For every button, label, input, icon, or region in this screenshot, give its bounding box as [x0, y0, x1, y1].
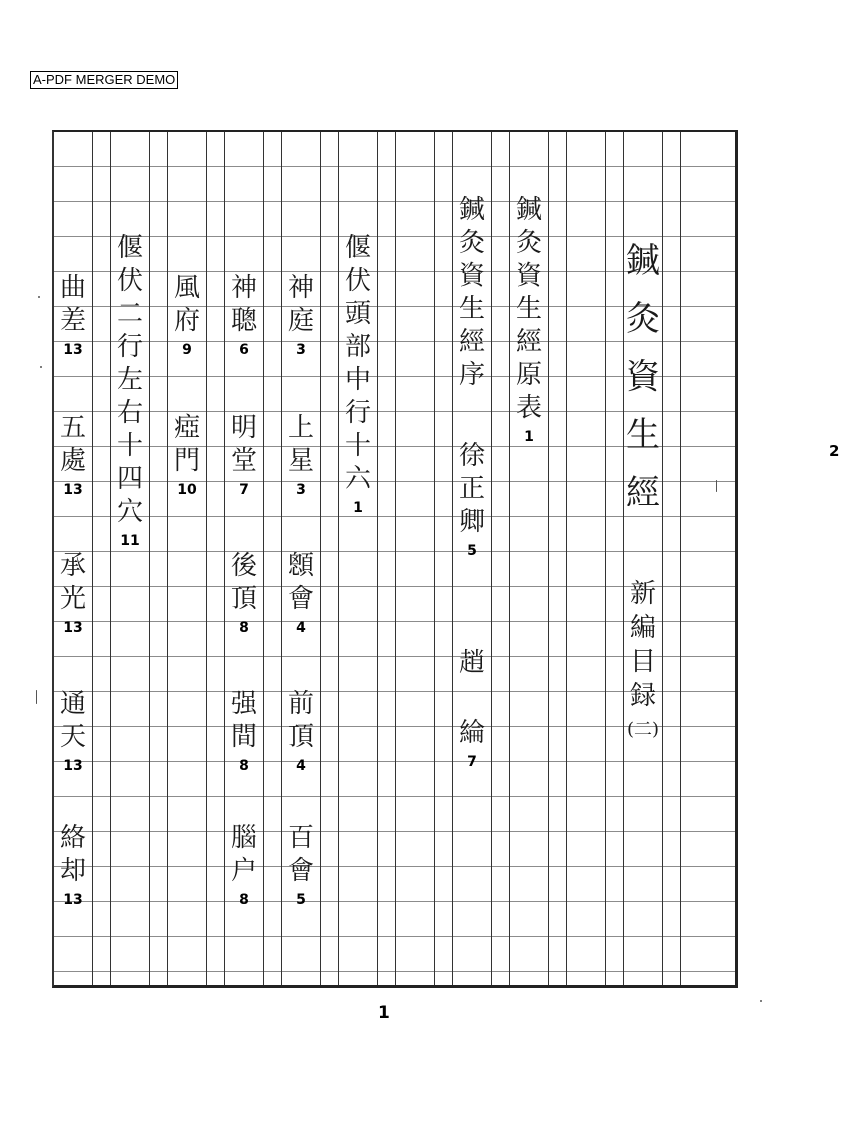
- page-number: 1: [378, 1003, 390, 1023]
- toc-character: 百: [287, 823, 314, 853]
- toc-column: [453, 132, 491, 985]
- page-ref: 13: [63, 620, 83, 636]
- toc-entry: [453, 194, 491, 392]
- toc-character: 頭: [344, 299, 371, 329]
- toc-character: 明: [230, 413, 257, 443]
- toc-character: 神: [287, 273, 314, 303]
- toc-character: 風: [173, 273, 200, 303]
- toc-character: 六: [344, 464, 371, 494]
- toc-character: 府: [173, 306, 200, 336]
- toc-character: 中: [344, 365, 371, 395]
- toc-character: 灸: [458, 228, 485, 258]
- toc-entry: [510, 194, 548, 447]
- double-rule: [434, 132, 453, 985]
- scan-speck: [38, 296, 40, 298]
- toc-character: 偃: [344, 233, 371, 263]
- toc-character: 光: [59, 584, 86, 614]
- toc-character: 正: [458, 474, 485, 504]
- toc-character: 聰: [230, 306, 257, 336]
- page-ref: 4: [296, 620, 306, 636]
- double-rule: [206, 132, 225, 985]
- toc-character: 門: [173, 446, 200, 476]
- title-character: 生: [626, 415, 660, 455]
- toc-character: 腦: [230, 823, 257, 853]
- scan-speck: [760, 1000, 762, 1002]
- double-rule: [662, 132, 681, 985]
- double-rule: [491, 132, 510, 985]
- toc-character: 原: [515, 360, 542, 390]
- scan-speck: [40, 366, 42, 368]
- toc-column: [54, 132, 92, 985]
- title-character: 新: [629, 579, 656, 609]
- manuscript-grid: [52, 130, 738, 988]
- toc-character: 前: [287, 689, 314, 719]
- toc-column: [510, 132, 548, 985]
- toc-character: 徐: [458, 441, 485, 471]
- title-column: [624, 132, 662, 985]
- page-ref: 3: [296, 342, 306, 358]
- title-character: 編: [629, 613, 656, 643]
- title-character: 經: [626, 473, 660, 513]
- toc-character: 序: [458, 360, 485, 390]
- page-ref: 11: [120, 533, 140, 549]
- toc-entry: [54, 822, 92, 910]
- page-ref: 6: [239, 342, 249, 358]
- side-number: 2: [829, 442, 840, 460]
- toc-character: 户: [230, 856, 257, 886]
- toc-character: 生: [458, 294, 485, 324]
- toc-column: [111, 132, 149, 985]
- toc-character: 綸: [458, 718, 485, 748]
- toc-entry: [282, 272, 320, 360]
- page-ref: 7: [239, 482, 249, 498]
- toc-entry: [225, 412, 263, 500]
- toc-entry: [225, 272, 263, 360]
- double-rule: [92, 132, 111, 985]
- toc-entry: [225, 550, 263, 638]
- toc-character: 天: [59, 722, 86, 752]
- toc-character: 表: [515, 393, 542, 423]
- toc-character: 頂: [287, 722, 314, 752]
- toc-character: 灸: [515, 228, 542, 258]
- toc-character: 左: [116, 365, 143, 395]
- toc-character: 經: [515, 327, 542, 357]
- toc-character: 頂: [230, 584, 257, 614]
- toc-character: 行: [116, 332, 143, 362]
- toc-entry: [225, 688, 263, 776]
- double-rule: [263, 132, 282, 985]
- page-ref: 10: [177, 482, 197, 498]
- page-ref: 9: [182, 342, 192, 358]
- double-rule: [320, 132, 339, 985]
- toc-character: 絡: [59, 823, 86, 853]
- title-character: 資: [626, 357, 660, 397]
- toc-character: 卿: [458, 507, 485, 537]
- toc-character: 鍼: [458, 195, 485, 225]
- page-ref: 8: [239, 758, 249, 774]
- page-ref: 13: [63, 892, 83, 908]
- toc-entry: [225, 822, 263, 910]
- book-subtitle: [624, 577, 662, 747]
- toc-character: 後: [230, 551, 257, 581]
- toc-character: 行: [344, 398, 371, 428]
- double-rule: [605, 132, 624, 985]
- toc-entry: [111, 232, 149, 551]
- toc-character: 伏: [344, 266, 371, 296]
- scan-speck: [716, 480, 717, 492]
- toc-character: 伏: [116, 266, 143, 296]
- title-character: 鍼: [626, 241, 660, 281]
- toc-character: 上: [287, 413, 314, 443]
- page-ref: 7: [467, 754, 477, 770]
- toc-character: 十: [116, 431, 143, 461]
- toc-character: 偃: [116, 233, 143, 263]
- toc-entry: [339, 232, 377, 518]
- toc-entry: [453, 440, 491, 561]
- toc-character: 五: [59, 413, 86, 443]
- toc-character: 右: [116, 398, 143, 428]
- toc-character: 會: [287, 584, 314, 614]
- page-ref: 5: [296, 892, 306, 908]
- title-character: 録: [629, 681, 656, 711]
- page-ref: 8: [239, 892, 249, 908]
- page-ref: 13: [63, 758, 83, 774]
- toc-character: 差: [59, 306, 86, 336]
- toc-column: [282, 132, 320, 985]
- toc-entry: [168, 272, 206, 360]
- toc-column: [339, 132, 377, 985]
- toc-character: 神: [230, 273, 257, 303]
- toc-character: 會: [287, 856, 314, 886]
- toc-entry: [54, 688, 92, 776]
- title-character: 目: [629, 647, 656, 677]
- book-title: [624, 232, 662, 522]
- toc-character: 却: [59, 856, 86, 886]
- toc-character: 瘂: [173, 413, 200, 443]
- toc-entry: [453, 717, 491, 772]
- double-rule: [149, 132, 168, 985]
- page-ref: 1: [524, 429, 534, 445]
- title-character: (二): [626, 719, 660, 740]
- page-ref: 5: [467, 543, 477, 559]
- double-rule: [548, 132, 567, 985]
- toc-character: 庭: [287, 306, 314, 336]
- toc-character: 星: [287, 446, 314, 476]
- toc-character: 處: [59, 446, 86, 476]
- toc-entry: [282, 688, 320, 776]
- toc-character: 間: [230, 722, 257, 752]
- toc-character: 堂: [230, 446, 257, 476]
- toc-character: 穴: [116, 497, 143, 527]
- page-ref: 4: [296, 758, 306, 774]
- toc-character: 顖: [287, 551, 314, 581]
- toc-entry: [54, 412, 92, 500]
- watermark-label: A-PDF MERGER DEMO: [30, 71, 178, 89]
- toc-entry: [282, 550, 320, 638]
- page-ref: 13: [63, 482, 83, 498]
- toc-entry: [54, 550, 92, 638]
- toc-column: [225, 132, 263, 985]
- page-ref: 13: [63, 342, 83, 358]
- page-ref: 1: [353, 500, 363, 516]
- toc-character: 經: [458, 327, 485, 357]
- double-rule: [377, 132, 396, 985]
- toc-character: 承: [59, 551, 86, 581]
- toc-character: 四: [116, 464, 143, 494]
- toc-column: [168, 132, 206, 985]
- toc-character: 資: [458, 261, 485, 291]
- toc-character: 趙: [458, 648, 485, 678]
- toc-character: 十: [344, 431, 371, 461]
- toc-character: 鍼: [515, 195, 542, 225]
- page-ref: 3: [296, 482, 306, 498]
- page-ref: 8: [239, 620, 249, 636]
- toc-character: 生: [515, 294, 542, 324]
- toc-entry: [282, 822, 320, 910]
- toc-character: 二: [116, 299, 143, 329]
- toc-entry: [453, 647, 491, 680]
- title-character: 灸: [626, 299, 660, 339]
- toc-character: 部: [344, 332, 371, 362]
- scan-speck: [36, 690, 37, 704]
- toc-entry: [168, 412, 206, 500]
- toc-entry: [54, 272, 92, 360]
- toc-character: 强: [230, 689, 257, 719]
- toc-entry: [282, 412, 320, 500]
- toc-character: 通: [59, 689, 86, 719]
- toc-character: 曲: [59, 273, 86, 303]
- toc-character: 資: [515, 261, 542, 291]
